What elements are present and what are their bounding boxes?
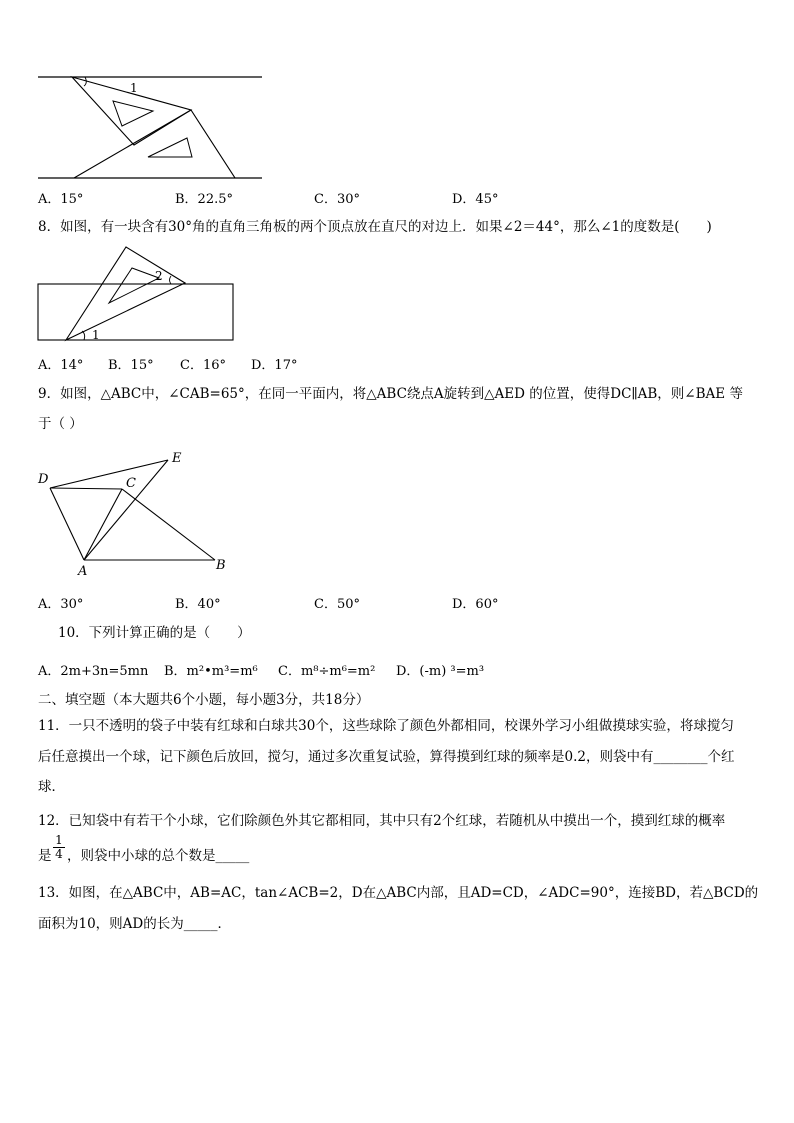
q7-angle-label: 1 xyxy=(130,81,138,95)
q10-option-c: C．m⁸÷m⁶=m² xyxy=(278,664,376,679)
q9-point-b: B xyxy=(216,558,226,573)
q9-segment-dc xyxy=(50,488,122,489)
q9-point-e: E xyxy=(172,451,182,466)
q9-text-line2: 于（ ） xyxy=(38,416,83,432)
q11-line1: 11．一只不透明的袋子中装有红球和白球共30个，这些球除了颜色外都相同，校课外学习小组做摸球实验，将球搅匀 xyxy=(38,718,734,734)
q9-option-b: B．40° xyxy=(175,597,221,612)
q7-option-a: A．15° xyxy=(38,192,84,207)
q12-fraction xyxy=(53,834,65,861)
q8-option-d: D．17° xyxy=(251,358,298,373)
q12-line2-prefix: 是 xyxy=(38,848,52,864)
q9-segment-ad xyxy=(50,488,84,560)
q9-segment-de xyxy=(50,460,168,488)
q8-label-2: 2 xyxy=(155,269,163,283)
q9-text-line1: 9．如图，△ABC中，∠CAB=65°，在同一平面内，将△ABC绕点A旋转到△AED 的位置，使得DC∥AB，则∠BAE 等 xyxy=(38,386,743,402)
q12-fraction-denominator: 4 xyxy=(53,847,65,861)
q10-option-d: D．(-m) ³=m³ xyxy=(396,664,485,679)
q9-point-a: A xyxy=(78,564,88,579)
q9-option-c: C．50° xyxy=(314,597,360,612)
q7-option-b: B．22.5° xyxy=(175,192,233,207)
q13-line2: 面积为10，则AD的长为_____． xyxy=(38,916,232,932)
q10-option-a: A．2m+3n=5mn xyxy=(38,664,149,679)
q7-option-c: C．30° xyxy=(314,192,360,207)
q9-segment-cb xyxy=(122,489,215,560)
q9-option-d: D．60° xyxy=(452,597,499,612)
q11-line3: 球． xyxy=(38,779,65,795)
q10-text: 10．下列计算正确的是（ ） xyxy=(58,625,251,641)
q12-line2-suffix: ，则袋中小球的总个数是_____ xyxy=(67,848,250,864)
q12-line1: 12．已知袋中有若干个小球，它们除颜色外其它都相同，其中只有2个红球，若随机从中摸出一个，摸到红球的概率 xyxy=(38,813,726,829)
q8-option-c: C．16° xyxy=(180,358,226,373)
q9-segment-ac xyxy=(84,489,122,560)
q9-point-d: D xyxy=(38,472,49,487)
q9-option-a: A．30° xyxy=(38,597,84,612)
q9-point-c: C xyxy=(126,476,136,491)
q8-option-a: A．14° xyxy=(38,358,84,373)
q10-option-b: B．m²•m³=m⁶ xyxy=(164,664,258,679)
q12-fraction-numerator: 1 xyxy=(55,833,63,847)
q8-label-1: 1 xyxy=(92,328,100,342)
section-2-heading: 二、填空题（本大题共6个小题，每小题3分，共18分） xyxy=(38,692,370,708)
q7-option-d: D．45° xyxy=(452,192,499,207)
q13-line1: 13．如图，在△ABC中，AB=AC，tan∠ACB=2，D在△ABC内部，且AD=CD，∠ADC=90°，连接BD，若△BCD的 xyxy=(38,885,759,901)
q8-option-b: B．15° xyxy=(108,358,154,373)
q9-segment-ae xyxy=(84,460,168,560)
q8-text: 8．如图，有一块含有30°角的直角三角板的两个顶点放在直尺的对边上．如果∠2＝44°，那么∠1的度数是( ) xyxy=(38,219,712,235)
q11-line2: 后任意摸出一个球，记下颜色后放回，搅匀，通过多次重复试验，算得摸到红球的频率是0.2，则袋中有________个红 xyxy=(38,749,735,765)
